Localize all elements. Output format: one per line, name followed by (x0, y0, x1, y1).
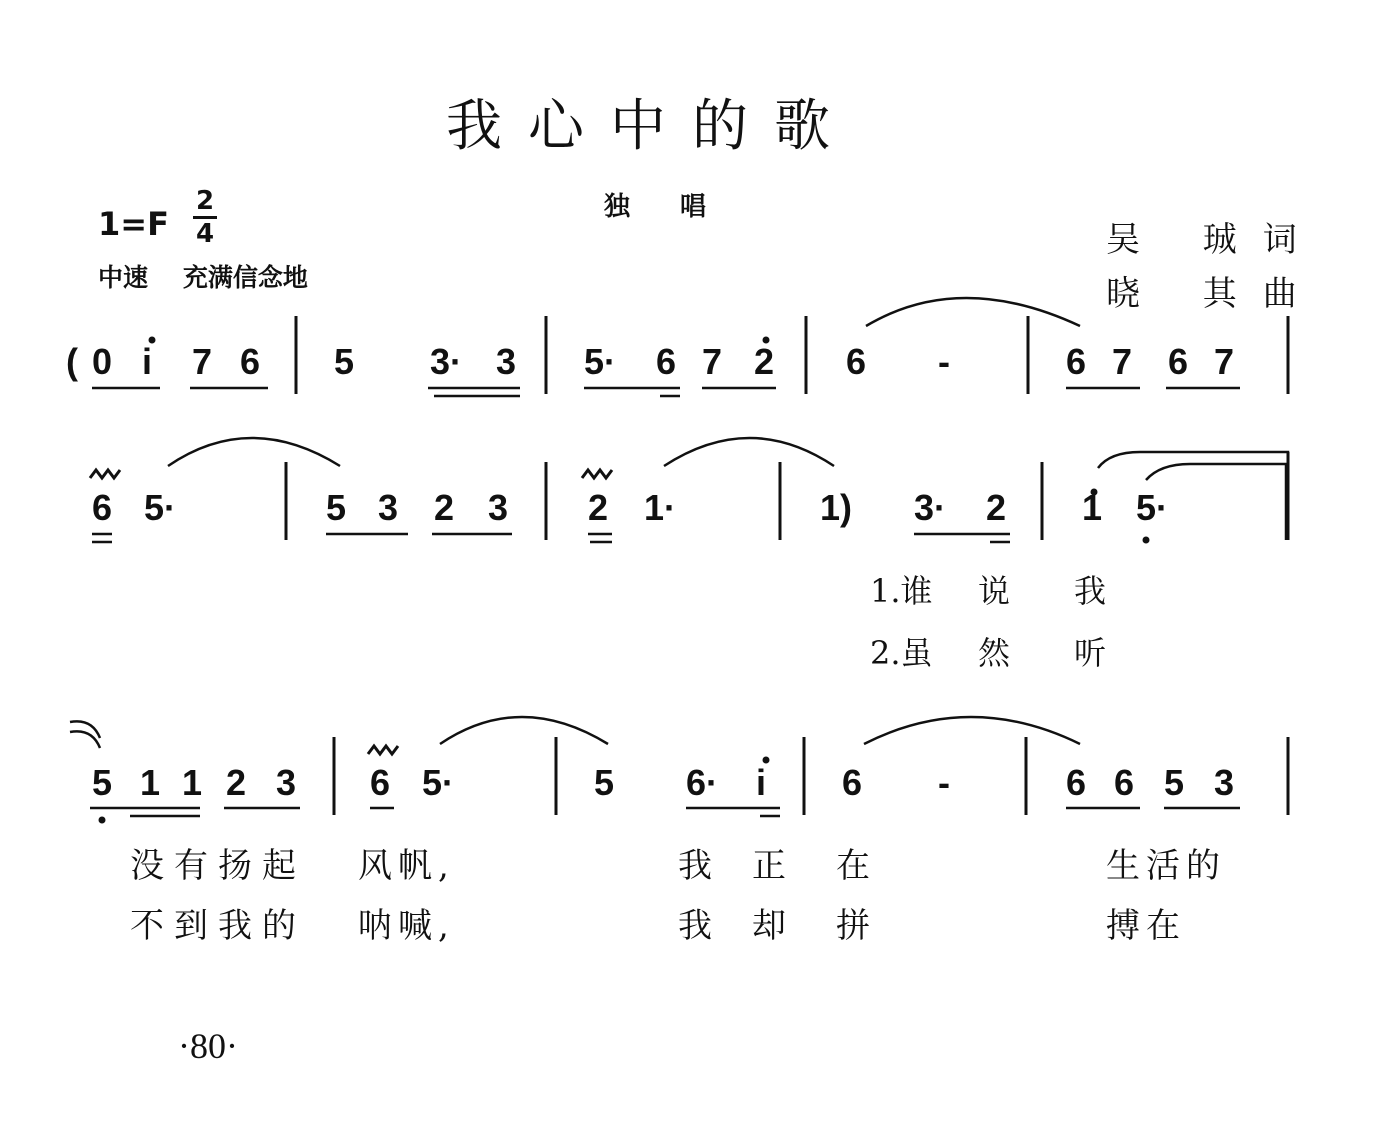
slur-tie (440, 717, 608, 744)
lyric-row1-word: 生活的 (1106, 846, 1226, 886)
score-note: 6 (370, 762, 391, 803)
verse1-word: 我 (1074, 572, 1107, 610)
score-note: 2 (588, 487, 609, 528)
score-note: 3 (496, 341, 517, 382)
score-note: 3 (276, 762, 297, 803)
score-note: 6 (656, 341, 677, 382)
octave-dot (99, 817, 106, 824)
page-number: ·80· (178, 1026, 238, 1066)
score-note: 3· (430, 341, 463, 382)
score-note: 6 (846, 341, 867, 382)
score-note: 3 (378, 487, 399, 528)
lyric-row2-word: 不到我的 (130, 906, 306, 946)
verse2-word: 听 (1074, 634, 1107, 672)
slur-tie (168, 438, 340, 466)
score-note: 1 (140, 762, 161, 803)
score-note: 5· (422, 762, 455, 803)
score-note: i (142, 341, 153, 382)
score-note: - (938, 762, 950, 803)
verse1-word: 1.谁 (870, 572, 933, 610)
lyric-row2-word: 搏在 (1106, 906, 1186, 946)
score-note: 3· (914, 487, 947, 528)
lyric-row2-word: 拼 (836, 906, 870, 946)
lyric-row1-word: 正 (752, 846, 786, 886)
score-note: 6 (240, 341, 261, 382)
score-note: 6 (1066, 762, 1087, 803)
score-note: 6· (686, 762, 719, 803)
lyric-row2-word: 呐喊, (358, 906, 455, 946)
score-note: 6 (1066, 341, 1087, 382)
score-note: 5 (92, 762, 113, 803)
score-note: 5· (584, 341, 617, 382)
lyric-row2-word: 却 (752, 906, 786, 946)
score-note: - (938, 341, 950, 382)
score-note: 5 (334, 341, 355, 382)
score-note: 6 (1114, 762, 1135, 803)
lyric-row1-word: 我 (678, 846, 712, 886)
key-signature: 1=F (98, 205, 169, 243)
score-note: 3 (488, 487, 509, 528)
score-note: 7 (1112, 341, 1133, 382)
score-note: 5 (594, 762, 615, 803)
score-note: 7 (192, 341, 213, 382)
score-note: 6 (842, 762, 863, 803)
lyricist-credit: 吴 珹词 (1106, 220, 1323, 260)
score-note: 5 (326, 487, 347, 528)
verse2-word: 2.虽 (870, 634, 933, 672)
time-signature-denominator: 4 (195, 219, 215, 249)
score-note: 2 (754, 341, 775, 382)
score-note: 3 (1214, 762, 1235, 803)
song-title: 我心中的歌 (446, 94, 856, 159)
slur-tie (664, 438, 834, 466)
score-note: 5 (1164, 762, 1185, 803)
lyric-row1-word: 没有扬起 (130, 846, 306, 886)
score-note: 2 (986, 487, 1007, 528)
mordent-ornament (90, 470, 120, 478)
lyric-row1-word: 风帆, (358, 846, 455, 886)
score-note: 6 (92, 487, 113, 528)
tempo-expression: 中速 充满信念地 (98, 263, 308, 292)
mordent-ornament (368, 746, 398, 754)
score-note: 0 (92, 341, 113, 382)
score-note: 7 (1214, 341, 1235, 382)
verse1-word: 说 (978, 572, 1011, 610)
score-note: 5· (144, 487, 177, 528)
slur-tie (1098, 452, 1288, 468)
composer-credit: 晓 其曲 (1106, 274, 1323, 314)
octave-dot (1143, 537, 1150, 544)
score-note: 2 (226, 762, 247, 803)
mordent-ornament (582, 470, 612, 478)
score-note: 1) (820, 487, 853, 528)
lyric-row1-word: 在 (836, 846, 870, 886)
time-signature-numerator: 2 (195, 186, 215, 216)
score-note: 1· (644, 487, 677, 528)
score-note: 7 (702, 341, 723, 382)
performance-type: 独唱 (604, 192, 757, 222)
score-note: 1 (182, 762, 203, 803)
verse2-word: 然 (978, 634, 1011, 672)
score-note: 5· (1136, 487, 1169, 528)
slur-tie (866, 298, 1080, 326)
score-note: i (756, 762, 767, 803)
grace-mark (70, 721, 100, 748)
score-note: ( (66, 341, 78, 382)
score-note: 6 (1168, 341, 1189, 382)
score-note: 1 (1082, 487, 1103, 528)
score-note: 2 (434, 487, 455, 528)
slur-tie (864, 717, 1080, 744)
lyric-row2-word: 我 (678, 906, 712, 946)
